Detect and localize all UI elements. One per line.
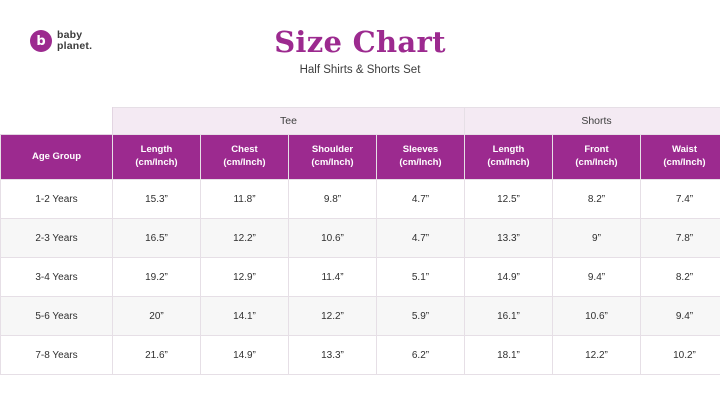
column-header-tee-chest-name: Chest [231, 144, 258, 156]
table-row [1, 219, 720, 258]
column-header-shorts-length [465, 135, 553, 180]
cell-age-group: 2-3 Years [1, 219, 113, 258]
cell-tee-sleeves: 5.1” [377, 258, 465, 297]
cell-tee-length: 15.3” [113, 180, 201, 219]
cell-shorts-front: 9” [553, 219, 641, 258]
cell-tee-chest: 12.9” [201, 258, 289, 297]
cell-shorts-waist: 8.2” [641, 258, 720, 297]
column-header-shorts-front-name: Front [584, 144, 609, 156]
column-header-shorts-length-unit: (cm/Inch) [487, 157, 530, 168]
column-header-shorts-length-name: Length [492, 144, 525, 156]
brand-name-line2: planet. [57, 40, 93, 52]
column-header-shorts-waist-unit: (cm/Inch) [663, 157, 706, 168]
cell-shorts-waist: 9.4” [641, 297, 720, 336]
cell-shorts-waist: 10.2” [641, 336, 720, 375]
column-header-tee-chest-unit: (cm/Inch) [223, 157, 266, 168]
column-header-tee-sleeves-name: Sleeves [402, 144, 439, 156]
page-header [0, 0, 720, 107]
cell-tee-length: 20” [113, 297, 201, 336]
cell-tee-sleeves: 5.9” [377, 297, 465, 336]
cell-shorts-front: 8.2” [553, 180, 641, 219]
cell-shorts-length: 16.1” [465, 297, 553, 336]
cell-shorts-length: 18.1” [465, 336, 553, 375]
cell-age-group: 1-2 Years [1, 180, 113, 219]
cell-tee-shoulder: 13.3” [289, 336, 377, 375]
column-header-shorts-waist-name: Waist [672, 144, 697, 156]
page-subtitle: Half Shirts & Shorts Set [299, 64, 421, 76]
page-title: Size Chart [274, 25, 446, 59]
column-header-tee-chest [201, 135, 289, 180]
table-row [1, 258, 720, 297]
cell-tee-chest: 12.2” [201, 219, 289, 258]
column-header-shorts-front [553, 135, 641, 180]
column-header-tee-shoulder-unit: (cm/Inch) [311, 157, 354, 168]
table-column-header-row [1, 135, 720, 180]
brand-name-line1: baby [57, 29, 83, 42]
table-header [1, 108, 720, 180]
cell-shorts-length: 14.9” [465, 258, 553, 297]
cell-shorts-length: 13.3” [465, 219, 553, 258]
column-header-tee-length-unit: (cm/Inch) [135, 157, 178, 168]
cell-tee-chest: 14.9” [201, 336, 289, 375]
brand-logo-icon: b [30, 30, 52, 52]
table-body [1, 180, 720, 375]
title-block [0, 25, 720, 76]
cell-shorts-front: 10.6” [553, 297, 641, 336]
column-header-tee-sleeves-unit: (cm/Inch) [399, 157, 442, 168]
cell-tee-sleeves: 6.2” [377, 336, 465, 375]
table-row [1, 180, 720, 219]
cell-age-group: 5-6 Years [1, 297, 113, 336]
cell-tee-length: 21.6” [113, 336, 201, 375]
table-row [1, 336, 720, 375]
column-header-tee-shoulder [289, 135, 377, 180]
table-row [1, 297, 720, 336]
cell-tee-sleeves: 4.7” [377, 219, 465, 258]
cell-tee-sleeves: 4.7” [377, 180, 465, 219]
cell-tee-length: 16.5” [113, 219, 201, 258]
cell-age-group: 3-4 Years [1, 258, 113, 297]
column-header-shorts-waist [641, 135, 720, 180]
group-header-spacer [1, 108, 113, 135]
column-header-age-group-name: Age Group [31, 150, 82, 162]
group-header-shorts: Shorts [465, 108, 720, 135]
group-header-tee: Tee [113, 108, 465, 135]
cell-tee-chest: 11.8” [201, 180, 289, 219]
size-chart-table [0, 107, 720, 375]
table-group-header-row [1, 108, 720, 135]
cell-shorts-waist: 7.8” [641, 219, 720, 258]
cell-shorts-front: 12.2” [553, 336, 641, 375]
column-header-tee-length-name: Length [140, 144, 173, 156]
column-header-tee-sleeves [377, 135, 465, 180]
cell-tee-shoulder: 12.2” [289, 297, 377, 336]
cell-tee-shoulder: 9.8” [289, 180, 377, 219]
column-header-age-group [1, 135, 113, 180]
cell-shorts-length: 12.5” [465, 180, 553, 219]
column-header-shorts-front-unit: (cm/Inch) [575, 157, 618, 168]
column-header-tee-length [113, 135, 201, 180]
cell-tee-length: 19.2” [113, 258, 201, 297]
cell-shorts-front: 9.4” [553, 258, 641, 297]
cell-shorts-waist: 7.4” [641, 180, 720, 219]
cell-tee-shoulder: 10.6” [289, 219, 377, 258]
cell-tee-shoulder: 11.4” [289, 258, 377, 297]
cell-tee-chest: 14.1” [201, 297, 289, 336]
cell-age-group: 7-8 Years [1, 336, 113, 375]
column-header-tee-shoulder-name: Shoulder [311, 144, 354, 156]
